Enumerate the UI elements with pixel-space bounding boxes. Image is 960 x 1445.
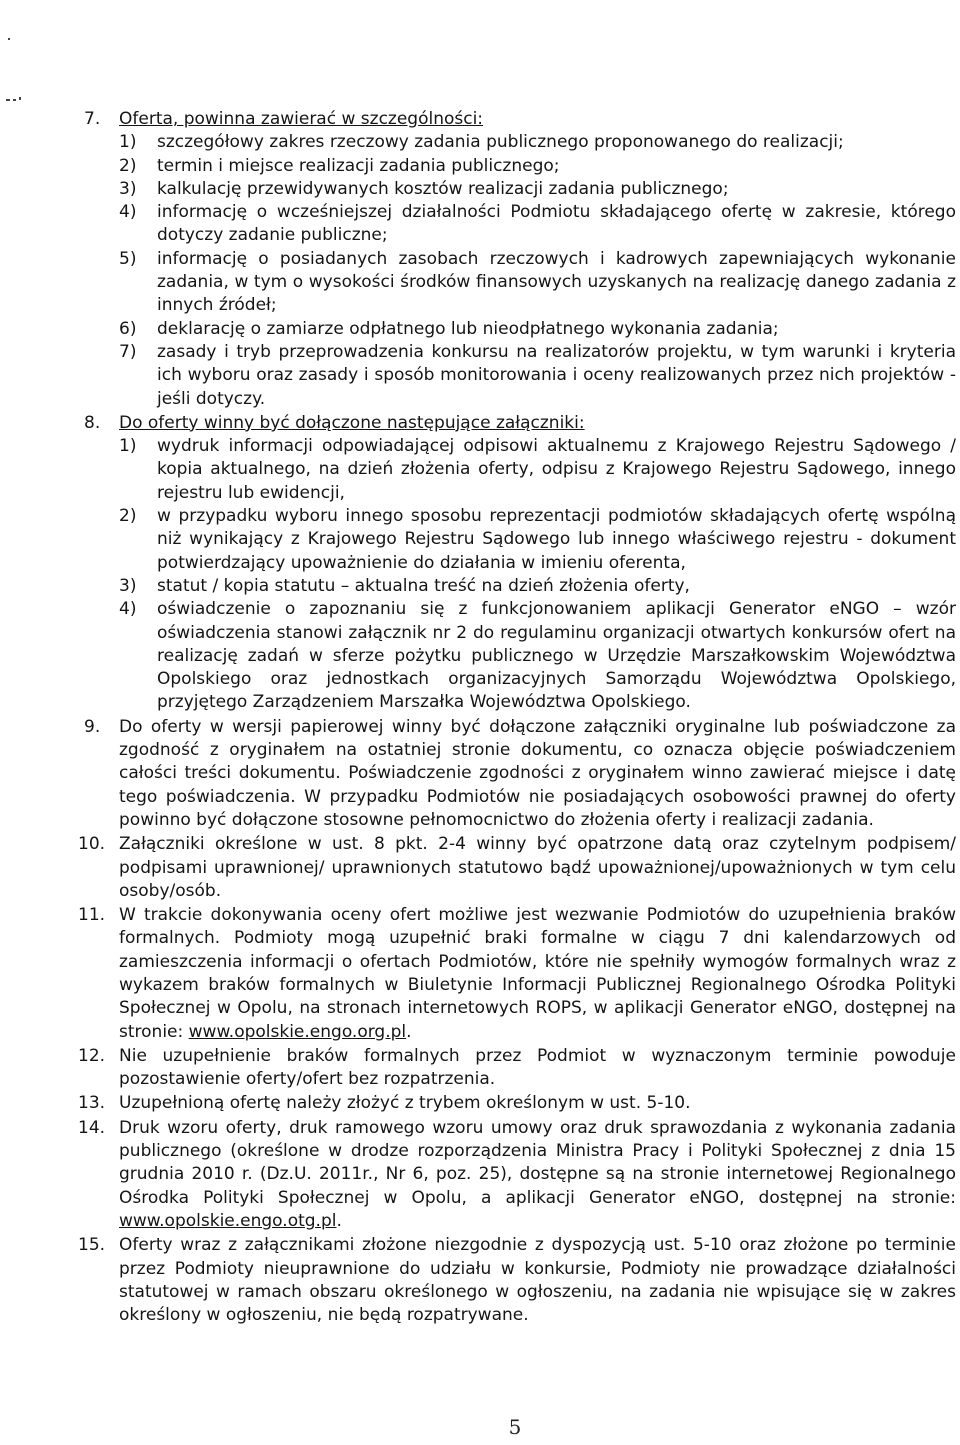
section-8	[84, 412, 956, 715]
list-item: 2) w przypadku wyboru innego sposobu reprezentacji podmiotów składających ofertę wspólną niż wynikający z Krajowego Rejestru Sądowego lub innego właściwego rejestru - dokument potwierdzający upoważnienie do działania w imieniu oferenta,	[119, 506, 956, 573]
section-heading: Oferta, powinna zawierać w szczególności:	[119, 109, 484, 129]
section-12	[78, 1045, 956, 1092]
section-text: Druk wzoru oferty, druk ramowego wzoru umowy oraz druk sprawozdania z wykonania zadania publicznego (określone w drodze rozporządzenia Ministra Pracy i Polityki Społecznej z dnia 15 grudnia 2010 r. (Dz.U. 2011r., Nr 6, poz. 25), dostępne są na stronie internetowej Regionalnego Ośrodka Polityki Społecznej w Opolu, a aplikacji Generator eNGO, dostępnej na stronie: www.opolskie.engo.otg.pl.	[119, 1117, 956, 1231]
list-item: 7) zasady i tryb przeprowadzenia konkursu na realizatorów projektu, w tym warunki i kryteria ich wyboru oraz zasady i sposób monitorowania i oceny realizowanych przez nich projektów - jeśli dotyczy.	[119, 341, 956, 409]
list-item: 4) informację o wcześniejszej działalności Podmiotu składającego ofertę w zakresie, którego dotyczy zadanie publiczne;	[119, 202, 956, 246]
section-10	[78, 833, 956, 903]
section-text: Do oferty w wersji papierowej winny być dołączone załączniki oryginalne lub poświadczone za zgodność z oryginałem na ostatniej stronie dokumentu, co oznacza objęcie poświadczeniem całości treści dokumentu. Poświadczenie zgodności z oryginałem winno zawierać miejsce i datę tego poświadczenia. W przypadku Podmiotów nie posiadających osobowości prawnej do oferty powinno być dołączone stosowne pełnomocnictwo do złożenia oferty i realizacji zadania.	[119, 716, 956, 830]
section-text: Oferty wraz z załącznikami złożone niezgodnie z dyspozycją ust. 5-10 oraz złożone po terminie przez Podmioty nieuprawnione do udziału w konkursie, Podmioty nie prowadzące działalności statutowej w ramach obszaru określonego w ogłoszeniu, na zadania nie wpisujące się w zakres określony w ogłoszeniu, nie będą rozpatrywane.	[119, 1235, 956, 1326]
section-number: 10.	[78, 834, 106, 855]
section-heading: Do oferty winny być dołączone następujące załączniki:	[119, 412, 585, 433]
section-13	[78, 1092, 956, 1115]
list-item: 3) kalkulację przewidywanych kosztów realizacji zadania publicznego;	[119, 178, 729, 199]
website-link[interactable]: www.opolskie.engo.org.pl	[188, 1021, 407, 1042]
website-link[interactable]: www.opolskie.engo.otg.pl	[119, 1210, 337, 1231]
section-11	[78, 904, 956, 1044]
list-item: 2) termin i miejsce realizacji zadania publicznego;	[119, 155, 560, 176]
section-number: 14.	[78, 1117, 106, 1138]
section-15	[78, 1234, 956, 1327]
section-text: Uzupełnioną ofertę należy złożyć z trybem określonym w ust. 5-10.	[119, 1093, 691, 1114]
list-item: 1) wydruk informacji odpowiadającej odpisowi aktualnemu z Krajowego Rejestru Sądowego / kopia aktualnego, na dzień złożenia oferty, odpisu z Krajowego Rejestru Sądowego, innego rejestru lub ewidencji,	[119, 436, 956, 503]
section-text: W trakcie dokonywania oceny ofert możliwe jest wezwanie Podmiotów do uzupełnienia braków formalnych. Podmioty mogą uzupełnić braki formalne w ciągu 7 dni kalendarzowych od zamieszczenia informacji o ofertach Podmiotów, które nie spełniły wymogów formalnych wraz z wykazem braków formalnych w Biuletynie Informacji Publicznej Regionalnego Ośrodka Polityki Społecznej w Opolu, na stronach internetowych ROPS, w aplikacji Generator eNGO, dostępnej na stronie: www.opolskie.engo.org.pl.	[119, 905, 956, 1042]
document-content	[78, 108, 956, 1328]
section-14	[78, 1117, 956, 1233]
list-item: 1) szczegółowy zakres rzeczowy zadania publicznego proponowanego do realizacji;	[119, 132, 844, 153]
section-text: Nie uzupełnienie braków formalnych przez Podmiot w wyznaczonym terminie powoduje pozostawienie oferty/ofert bez rozpatrzenia.	[119, 1045, 956, 1090]
section-number: 15.	[78, 1235, 106, 1256]
list-item: 6) deklarację o zamiarze odpłatnego lub nieodpłatnego wykonania zadania;	[119, 318, 779, 339]
list-item: 5) informację o posiadanych zasobach rzeczowych i kadrowych zapewniających wykonanie zadania, w tym o wysokości środków finansowych uzyskanych na realizację danego zadania z innych źródeł;	[119, 248, 956, 316]
section-number: 12.	[78, 1045, 106, 1066]
section-number: 8.	[84, 412, 101, 433]
section-7-list	[119, 131, 956, 411]
section-number: 13.	[78, 1093, 106, 1114]
section-8-list	[119, 435, 956, 715]
section-number: 11.	[78, 905, 106, 926]
page-number: 5	[508, 1415, 522, 1439]
section-number: 7.	[84, 109, 101, 129]
section-text: Załączniki określone w ust. 8 pkt. 2-4 winny być opatrzone datą oraz czytelnym podpisem/ podpisami uprawnionej/ uprawnionych statutowo bądź upoważnionej/upoważnionych w tym celu osoby/osób.	[119, 834, 956, 901]
scan-specks	[4, 28, 34, 108]
section-7	[84, 108, 956, 411]
section-9	[84, 716, 956, 832]
section-number: 9.	[84, 716, 101, 737]
list-item: 4) oświadczenie o zapoznaniu się z funkcjonowaniem aplikacji Generator eNGO – wzór oświadczenia stanowi załącznik nr 2 do regulaminu organizacji otwartych konkursów ofert na realizację zadań w sferze pożytku publicznego w Urzędzie Marszałkowskim Województwa Opolskiego oraz jednostkach organizacyjnych Samorządu Województwa Opolskiego, przyjętego Zarządzeniem Marszałka Województwa Opolskiego.	[119, 599, 956, 713]
list-item: 3) statut / kopia statutu – aktualna treść na dzień złożenia oferty,	[119, 575, 690, 596]
